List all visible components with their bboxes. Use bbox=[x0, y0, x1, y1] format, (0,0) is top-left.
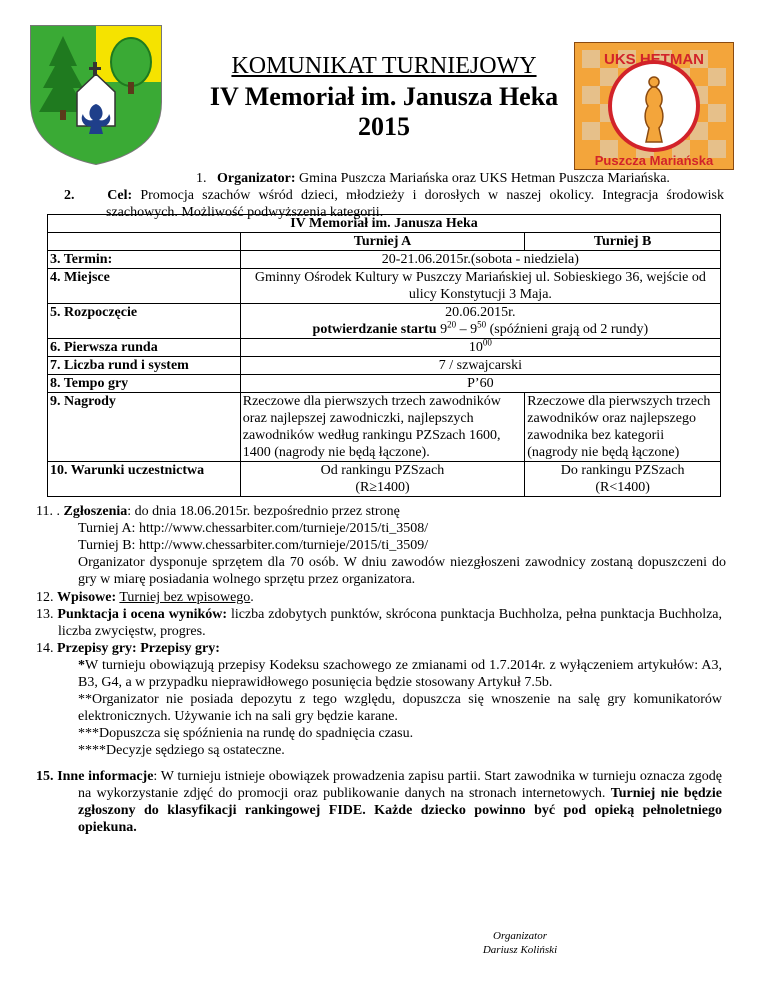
table-row: 7. Liczba rund i system 7 / szwajcarski bbox=[48, 357, 721, 375]
section-registration: 11. . Zgłoszenia: do dnia 18.06.2015r. bezpośrednio przez stronę Turniej A: http://www.chessarbiter.com/turnieje/2015/ti_3508/ Turniej B: http://www.chessarbiter.com/turnieje/2015/ti_3509/ Organizator dysponuje sprzętem dla 70 osób. W dniu zawodów niezgłoszeni zawodnicy zostaną dopuszczeni do gry w miarę posiadania wolnego sprzętu przez organizatora. bbox=[36, 504, 726, 587]
logo-text-bottom: Puszcza Mariańska bbox=[594, 153, 714, 168]
registration-link-b[interactable]: Turniej B: http://www.chessarbiter.com/turnieje/2015/ti_3509/ bbox=[78, 538, 429, 553]
section-scoring: 13. Punktacja i ocena wyników: liczba zdobytych punktów, skrócona punktacja Buchholza, pełna punktacja Buchholza, liczba zwycięstw, progres. bbox=[36, 607, 723, 639]
intro-organizer: 1. Organizator: Gmina Puszcza Mariańska oraz UKS Hetman Puszcza Mariańska. bbox=[196, 171, 670, 186]
signature: Organizator Dariusz Koliński bbox=[482, 930, 558, 956]
table-row: 5. Rozpoczęcie 20.06.2015r. potwierdzanie startu $9^{20} - 9^{50}$ (spóźnieni grają od 2 rundy) bbox=[48, 304, 721, 339]
table-row: 4. Miejsce Gminny Ośrodek Kultury w Puszczy Mariańskiej ul. Sobieskiego 36, wejście od ulicy Konstytucji 3 Maja. bbox=[48, 269, 721, 304]
table-row: 3. Termin: 20-21.06.2015r.(sobota - niedziela) bbox=[48, 251, 721, 269]
table-row: 8. Tempo gry P’60 bbox=[48, 375, 721, 393]
intro-goal: 2. Cel: Promocja szachów wśród dzieci, młodzieży i dorosłych w naszej okolicy. Integracja środowisk szachowych. Możliwość podwyższenia kategorii. bbox=[64, 188, 724, 220]
doc-year: 2015 bbox=[358, 112, 410, 141]
registration-link-a[interactable]: Turniej A: http://www.chessarbiter.com/turnieje/2015/ti_3508/ bbox=[78, 521, 429, 536]
doc-title: KOMUNIKAT TURNIEJOWY bbox=[231, 53, 537, 79]
section-rules: 14. Przepisy gry: Przepisy gry: *W turnieju obowiązują przepisy Kodeksu szachowego ze zmianami od 1.7.2014r. z wyłączeniem artykułów: A3, B3, G4, a w przypadku nieprawidłowego posunięcia będzie stosowany Artykuł 7.5b. **Organizator nie posiada depozytu z tego względu, dopuszcza się wnoszenie na salę gry komunikatorów elektronicznych. Używanie ich na sali gry będzie karane. ***Dopuszcza się spóźnienia na rundę do spadnięcia czasu. ****Decyzje sędziego są ostateczne. bbox=[36, 641, 722, 758]
doc-subtitle: IV Memoriał im. Janusza Heka bbox=[209, 82, 559, 111]
logo-text-top: UKS HETMAN bbox=[604, 51, 704, 68]
section-fee: 12. Wpisowe: Turniej bez wpisowego. bbox=[36, 590, 254, 605]
table-caption: IV Memoriał im. Janusza Heka bbox=[48, 215, 721, 233]
tournament-table bbox=[47, 214, 721, 497]
col-a-header: Turniej A bbox=[240, 233, 525, 251]
table-row: 6. Pierwsza runda $10^{00}$ bbox=[48, 339, 721, 357]
section-other-info: 15. Inne informacje: W turnieju istnieje obowiązek prowadzenia zapisu partii. Start zawodnika w turnieju oznacza zgodę na wykorzystanie zdjęć do promocji oraz publikowanie danych na stronach internetowych. Turniej nie będzie zgłoszony do klasyfikacji rankingowej FIDE. Każde dziecko powinno być pod opieką pełnoletniego opiekuna. bbox=[36, 769, 722, 835]
col-b-header: Turniej B bbox=[525, 233, 721, 251]
table-row: 9. Nagrody Rzeczowe dla pierwszych trzech zawodników oraz najlepszej zawodniczki, najlepszych zawodników według rankingu PZSzach 1600, 1400 (nagrody nie będą łączone). Rzeczowe dla pierwszych trzech zawodników oraz najlepszego zawodnika bez kategorii (nagrody nie będą łączone) bbox=[48, 393, 721, 462]
table-row: 10. Warunki uczestnictwa Od rankingu PZSzach (R≥1400) Do rankingu PZSzach (R<1400) bbox=[48, 462, 721, 497]
